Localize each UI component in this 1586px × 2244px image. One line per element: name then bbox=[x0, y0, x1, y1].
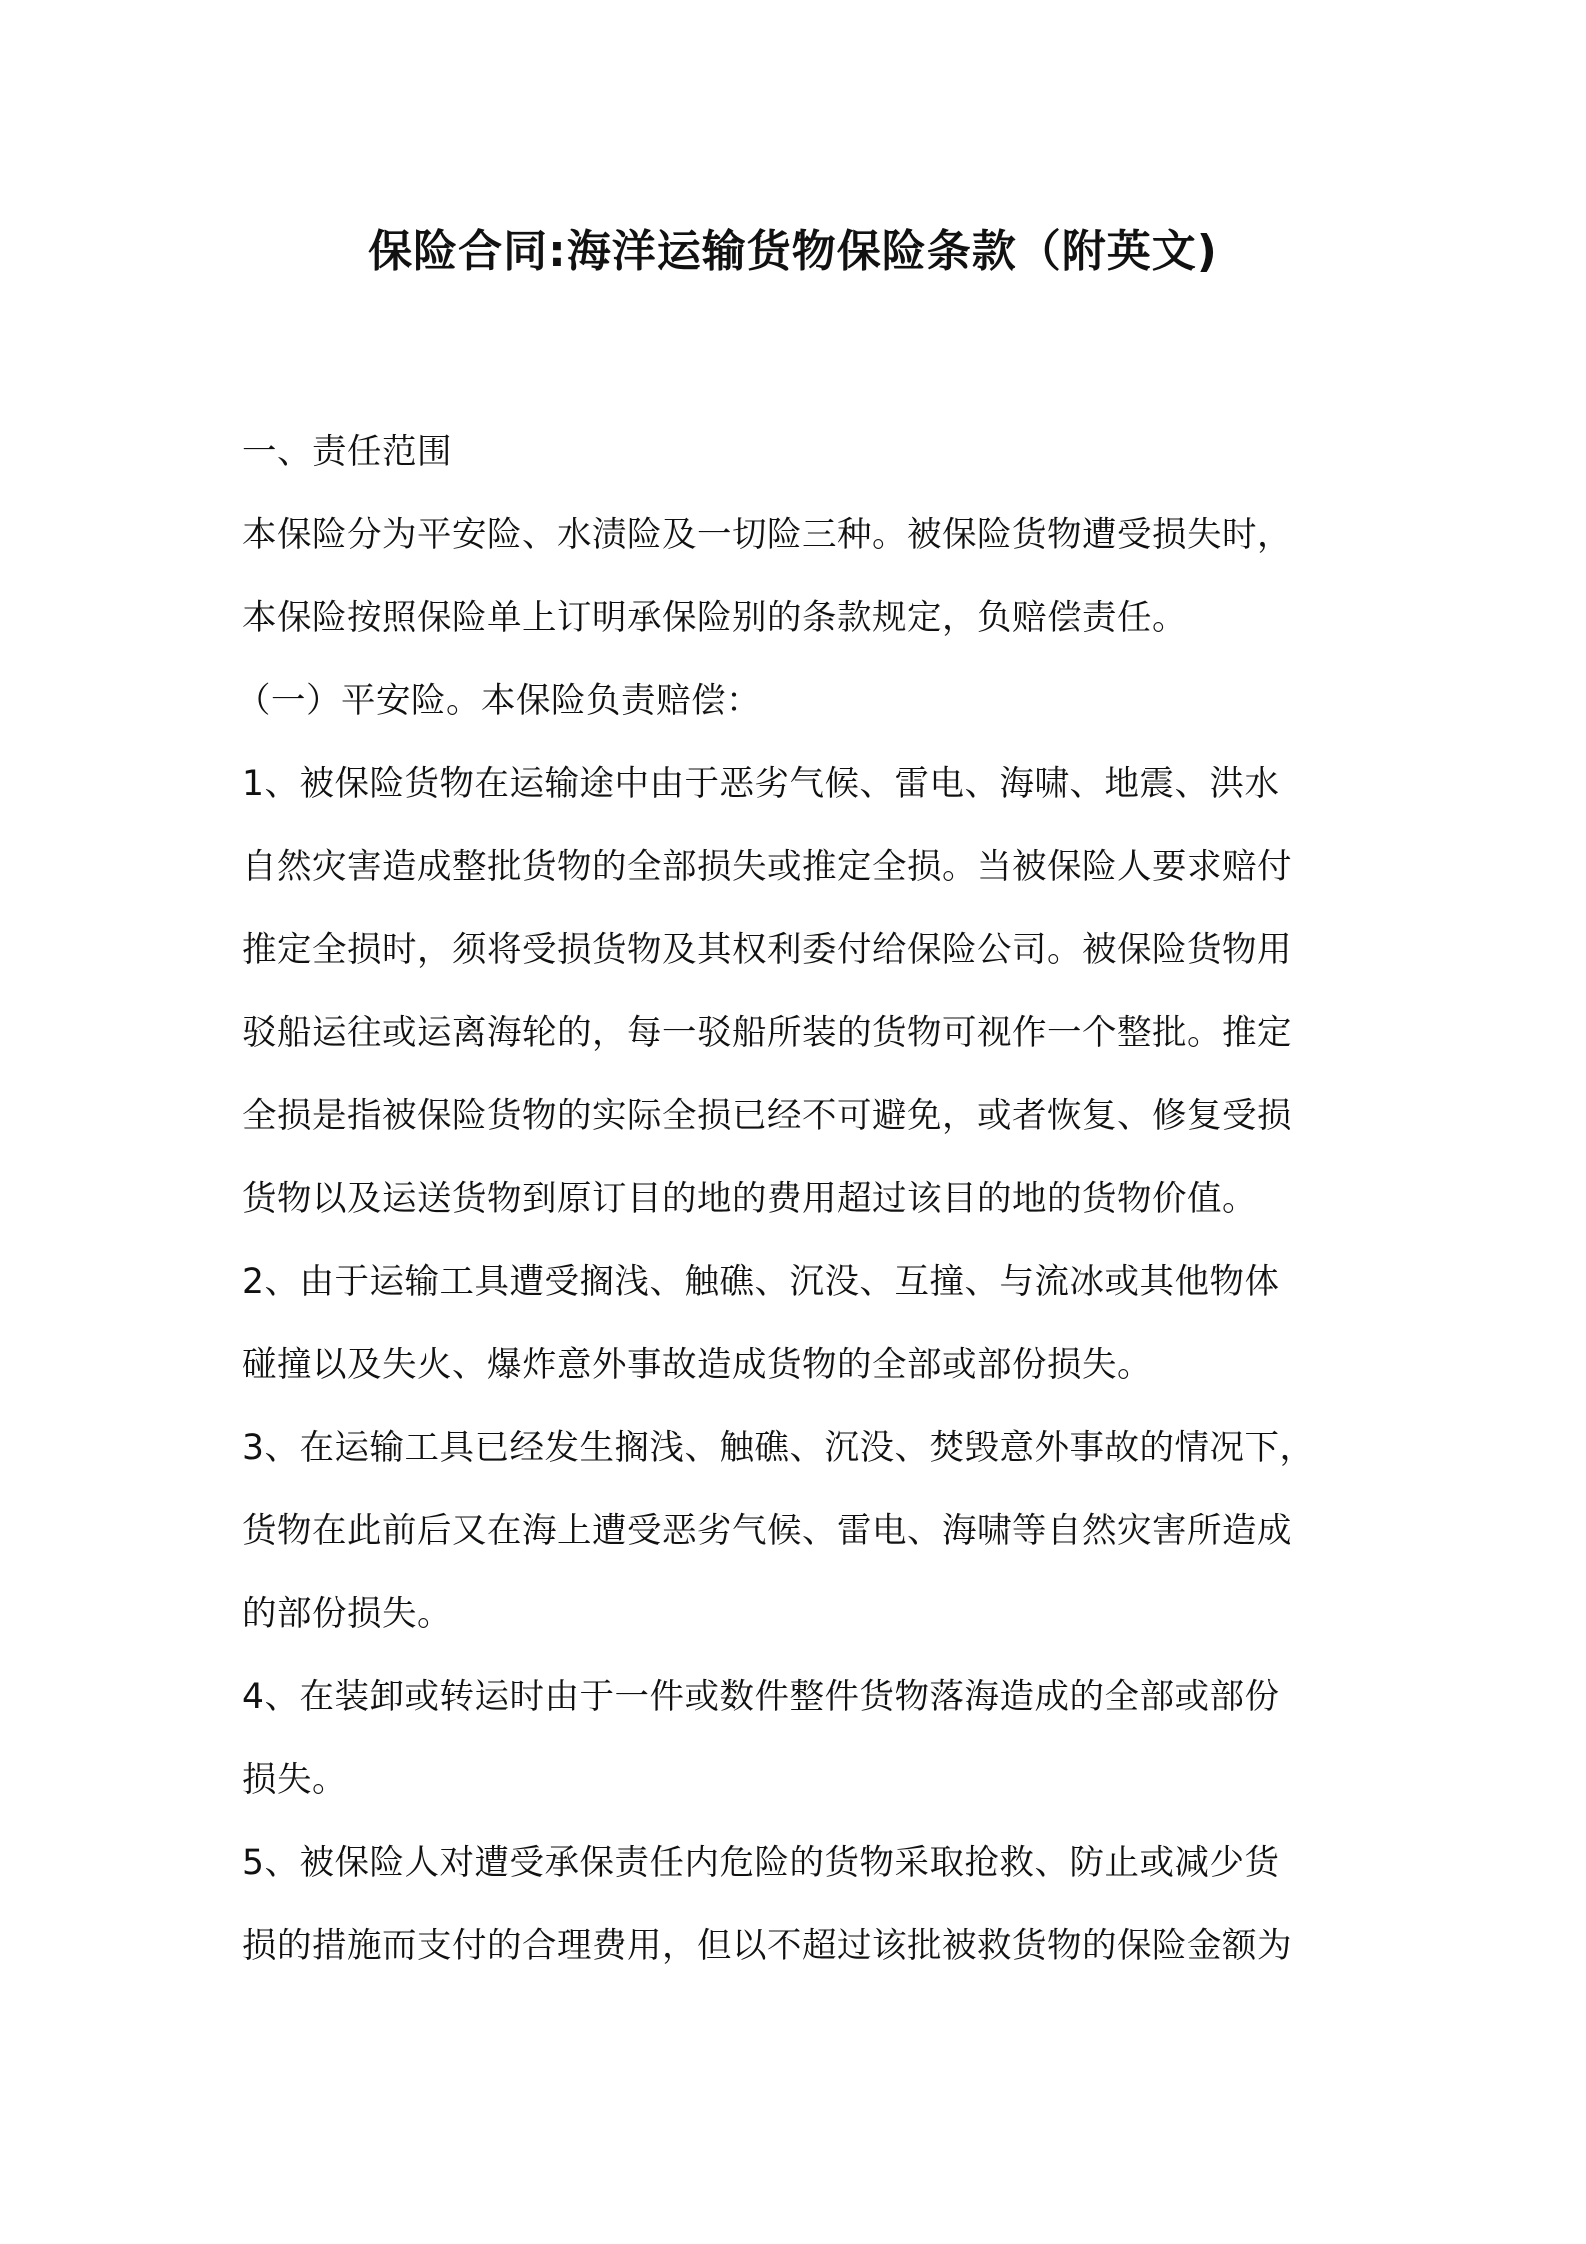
paragraph-line: 碰撞以及失火、爆炸意外事故造成货物的全部或部份损失。 bbox=[242, 1345, 1152, 1385]
paragraph-line: 3、在运输工具已经发生搁浅、触礁、沉没、焚毁意外事故的情况下， bbox=[242, 1428, 1315, 1468]
paragraph-line: 全损是指被保险货物的实际全损已经不可避免，或者恢复、修复受损 bbox=[242, 1096, 1292, 1136]
paragraph-line: 货物以及运送货物到原订目的地的费用超过该目的地的货物价值。 bbox=[242, 1179, 1257, 1219]
paragraph-line: 1、被保险货物在运输途中由于恶劣气候、雷电、海啸、地震、洪水 bbox=[242, 764, 1280, 804]
paragraph-line: 本保险分为平安险、水渍险及一切险三种。被保险货物遭受损失时， bbox=[242, 515, 1292, 555]
paragraph-line: 本保险按照保险单上订明承保险别的条款规定，负赔偿责任。 bbox=[242, 598, 1187, 638]
paragraph-line: 的部份损失。 bbox=[242, 1594, 452, 1634]
paragraph-line: 4、在装卸或转运时由于一件或数件整件货物落海造成的全部或部份 bbox=[242, 1677, 1280, 1717]
paragraph-line: 自然灾害造成整批货物的全部损失或推定全损。当被保险人要求赔付 bbox=[242, 847, 1292, 887]
page-title: 保险合同:海洋运输货物保险条款（附英文) bbox=[368, 226, 1218, 277]
paragraph-line: 损的措施而支付的合理费用，但以不超过该批被救货物的保险金额为 bbox=[242, 1926, 1292, 1966]
paragraph-line: 2、由于运输工具遭受搁浅、触礁、沉没、互撞、与流冰或其他物体 bbox=[242, 1262, 1280, 1302]
section-heading: 一、责任范围 bbox=[242, 432, 452, 472]
subsection-heading: （一）平安险。本保险负责赔偿： bbox=[236, 681, 761, 721]
paragraph-line: 驳船运往或运离海轮的，每一驳船所装的货物可视作一个整批。推定 bbox=[242, 1013, 1292, 1053]
paragraph-line: 推定全损时，须将受损货物及其权利委付给保险公司。被保险货物用 bbox=[242, 930, 1292, 970]
paragraph-line: 货物在此前后又在海上遭受恶劣气候、雷电、海啸等自然灾害所造成 bbox=[242, 1511, 1292, 1551]
document-body bbox=[236, 411, 1372, 1988]
paragraph-line: 损失。 bbox=[242, 1760, 347, 1800]
paragraph-line: 5、被保险人对遭受承保责任内危险的货物采取抢救、防止或减少货 bbox=[242, 1843, 1280, 1883]
